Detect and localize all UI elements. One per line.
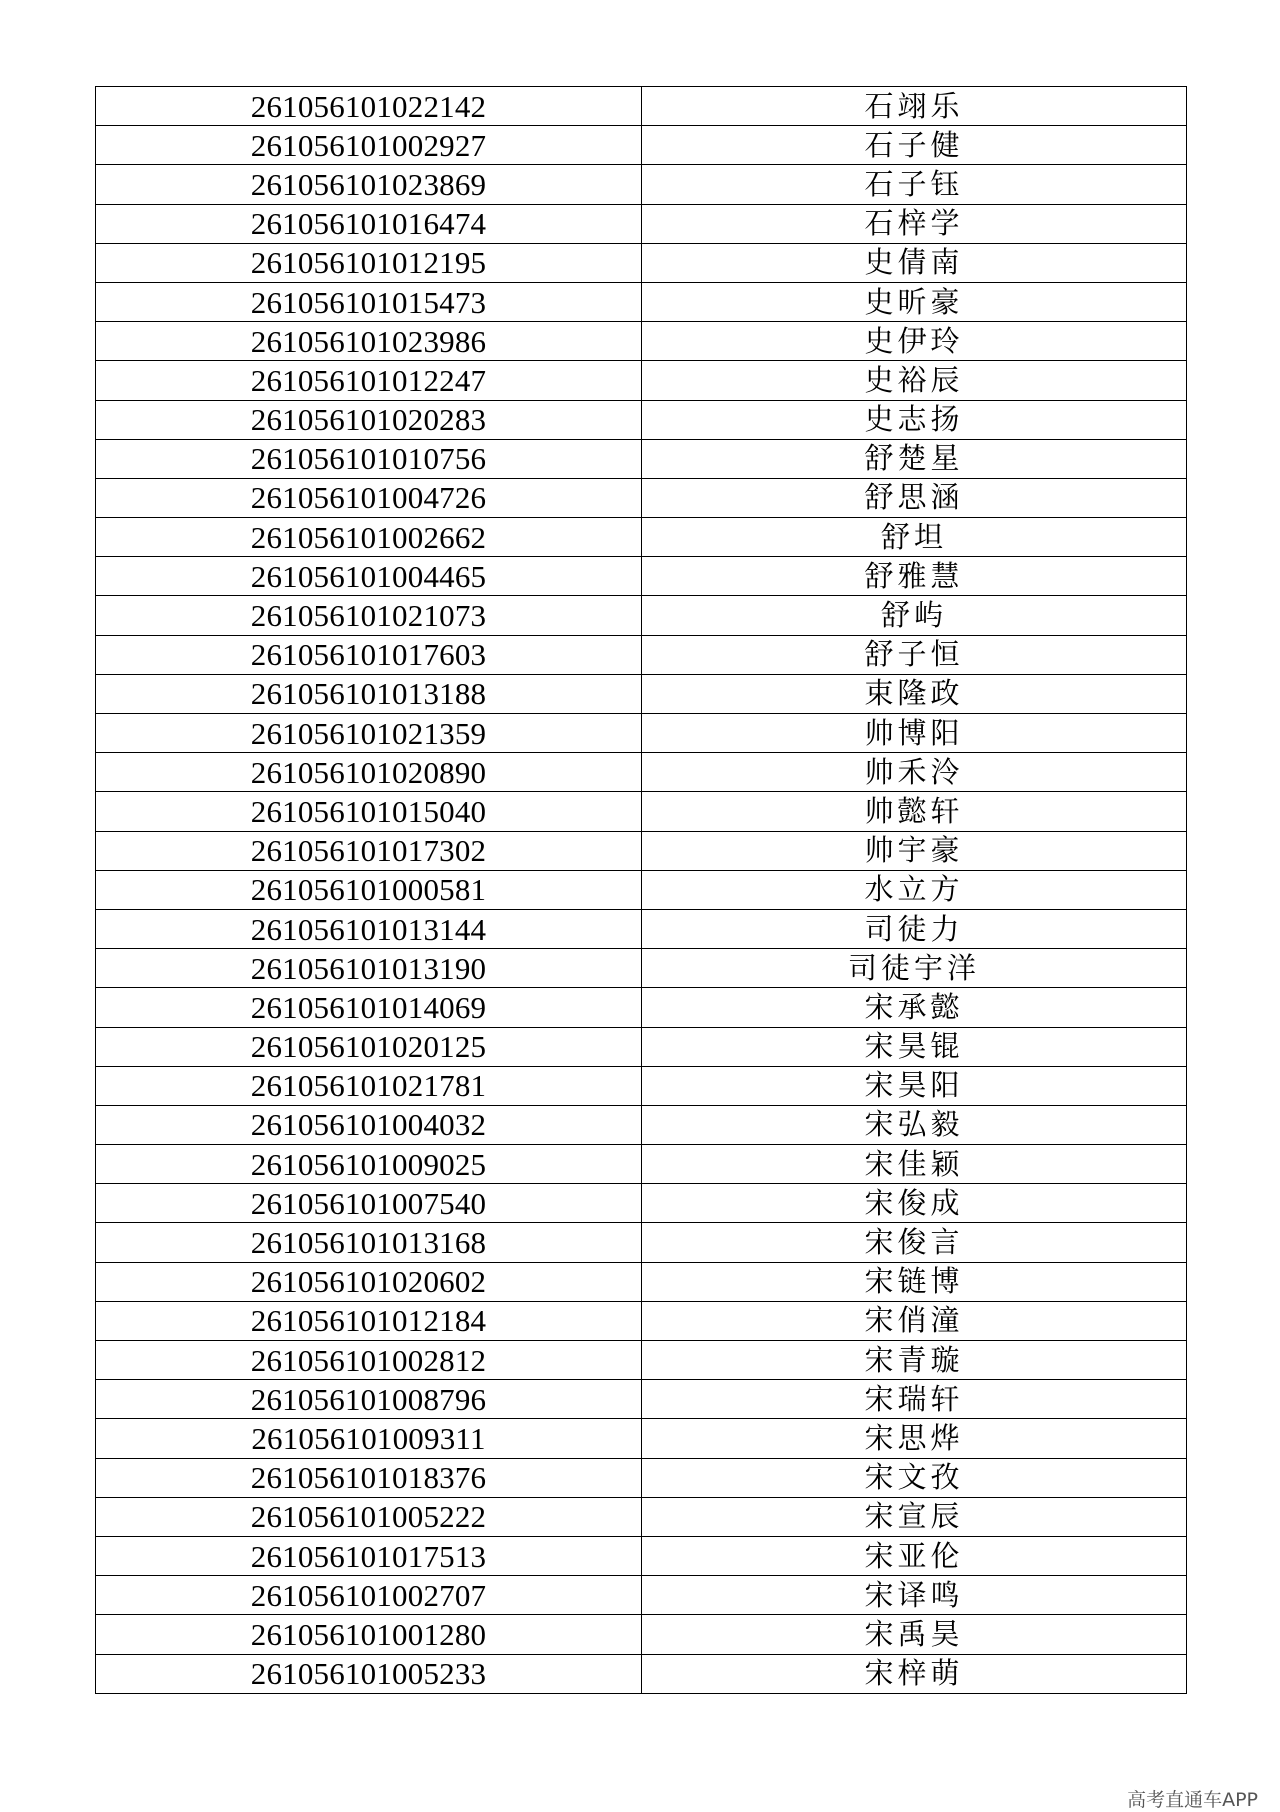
candidate-id-cell: 261056101014069 [96, 988, 642, 1027]
candidate-name-cell: 石梓学 [642, 204, 1187, 243]
candidate-name-cell: 宋瑞轩 [642, 1380, 1187, 1419]
candidate-id-cell: 261056101012184 [96, 1301, 642, 1340]
candidate-id-cell: 261056101017302 [96, 831, 642, 870]
candidate-name-cell: 宋昊阳 [642, 1066, 1187, 1105]
table-row [96, 596, 1187, 635]
table-row [96, 1184, 1187, 1223]
candidate-id-cell: 261056101002707 [96, 1576, 642, 1615]
roster-table-body [96, 87, 1187, 1694]
candidate-id-cell: 261056101013168 [96, 1223, 642, 1262]
candidate-name-cell: 帅宇豪 [642, 831, 1187, 870]
candidate-name-cell: 石翊乐 [642, 87, 1187, 126]
candidate-id-cell: 261056101013188 [96, 674, 642, 713]
candidate-name-cell: 石子钰 [642, 165, 1187, 204]
candidate-id-cell: 261056101022142 [96, 87, 642, 126]
candidate-id-cell: 261056101004465 [96, 557, 642, 596]
table-row [96, 1497, 1187, 1536]
candidate-id-cell: 261056101002812 [96, 1341, 642, 1380]
candidate-name-cell: 宋佳颖 [642, 1145, 1187, 1184]
candidate-id-cell: 261056101021359 [96, 714, 642, 753]
table-row [96, 1145, 1187, 1184]
candidate-name-cell: 史裕辰 [642, 361, 1187, 400]
candidate-name-cell: 宋文孜 [642, 1458, 1187, 1497]
candidate-name-cell: 宋禹昊 [642, 1615, 1187, 1654]
candidate-id-cell: 261056101012195 [96, 243, 642, 282]
candidate-name-cell: 石子健 [642, 126, 1187, 165]
candidate-name-cell: 宋亚伦 [642, 1536, 1187, 1575]
candidate-name-cell: 舒子恒 [642, 635, 1187, 674]
candidate-id-cell: 261056101009025 [96, 1145, 642, 1184]
table-row [96, 792, 1187, 831]
table-row [96, 714, 1187, 753]
candidate-id-cell: 261056101009311 [96, 1419, 642, 1458]
table-row [96, 478, 1187, 517]
candidate-id-cell: 261056101020602 [96, 1262, 642, 1301]
candidate-name-cell: 宋弘毅 [642, 1105, 1187, 1144]
candidate-name-cell: 舒思涵 [642, 478, 1187, 517]
candidate-id-cell: 261056101007540 [96, 1184, 642, 1223]
table-row [96, 1301, 1187, 1340]
table-row [96, 243, 1187, 282]
table-row [96, 1419, 1187, 1458]
candidate-name-cell: 史倩南 [642, 243, 1187, 282]
table-row [96, 439, 1187, 478]
candidate-id-cell: 261056101010756 [96, 439, 642, 478]
table-row [96, 1105, 1187, 1144]
table-row [96, 753, 1187, 792]
candidate-id-cell: 261056101016474 [96, 204, 642, 243]
candidate-id-cell: 261056101004726 [96, 478, 642, 517]
candidate-name-cell: 舒楚星 [642, 439, 1187, 478]
candidate-id-cell: 261056101002927 [96, 126, 642, 165]
candidate-id-cell: 261056101020125 [96, 1027, 642, 1066]
table-row [96, 1027, 1187, 1066]
table-row [96, 557, 1187, 596]
table-row [96, 1654, 1187, 1693]
candidate-name-cell: 史伊玲 [642, 322, 1187, 361]
table-row [96, 1262, 1187, 1301]
candidate-id-cell: 261056101012247 [96, 361, 642, 400]
table-row [96, 1458, 1187, 1497]
table-row [96, 1341, 1187, 1380]
candidate-name-cell: 宋链博 [642, 1262, 1187, 1301]
table-row [96, 1223, 1187, 1262]
watermark-text: 高考直通车APP [1127, 1789, 1258, 1811]
candidate-id-cell: 261056101020283 [96, 400, 642, 439]
candidate-name-cell: 帅懿轩 [642, 792, 1187, 831]
table-row [96, 909, 1187, 948]
candidate-id-cell: 261056101005233 [96, 1654, 642, 1693]
table-row [96, 949, 1187, 988]
candidate-name-cell: 束隆政 [642, 674, 1187, 713]
table-row [96, 1066, 1187, 1105]
candidate-name-cell: 宋青璇 [642, 1341, 1187, 1380]
candidate-id-cell: 261056101015473 [96, 282, 642, 321]
candidate-id-cell: 261056101013190 [96, 949, 642, 988]
candidate-name-cell: 宋梓萌 [642, 1654, 1187, 1693]
candidate-name-cell: 宋思烨 [642, 1419, 1187, 1458]
table-row [96, 831, 1187, 870]
table-row [96, 1380, 1187, 1419]
candidate-name-cell: 宋俊言 [642, 1223, 1187, 1262]
candidate-name-cell: 史志扬 [642, 400, 1187, 439]
candidate-name-cell: 舒雅慧 [642, 557, 1187, 596]
candidate-id-cell: 261056101013144 [96, 909, 642, 948]
candidate-id-cell: 261056101020890 [96, 753, 642, 792]
candidate-id-cell: 261056101001280 [96, 1615, 642, 1654]
table-row [96, 674, 1187, 713]
table-row [96, 518, 1187, 557]
candidate-id-cell: 261056101018376 [96, 1458, 642, 1497]
candidate-name-cell: 司徒力 [642, 909, 1187, 948]
candidate-name-cell: 宋承懿 [642, 988, 1187, 1027]
candidate-id-cell: 261056101017603 [96, 635, 642, 674]
candidate-name-cell: 宋昊锟 [642, 1027, 1187, 1066]
table-row [96, 870, 1187, 909]
roster-table [95, 86, 1187, 1694]
candidate-name-cell: 宋俏潼 [642, 1301, 1187, 1340]
candidate-id-cell: 261056101002662 [96, 518, 642, 557]
candidate-name-cell: 宋宣辰 [642, 1497, 1187, 1536]
table-row [96, 1536, 1187, 1575]
candidate-name-cell: 水立方 [642, 870, 1187, 909]
candidate-id-cell: 261056101017513 [96, 1536, 642, 1575]
candidate-name-cell: 宋译鸣 [642, 1576, 1187, 1615]
candidate-name-cell: 史昕豪 [642, 282, 1187, 321]
candidate-name-cell: 宋俊成 [642, 1184, 1187, 1223]
table-row [96, 322, 1187, 361]
table-row [96, 988, 1187, 1027]
table-row [96, 126, 1187, 165]
table-row [96, 204, 1187, 243]
candidate-name-cell: 舒坦 [642, 518, 1187, 557]
table-row [96, 635, 1187, 674]
candidate-id-cell: 261056101004032 [96, 1105, 642, 1144]
table-row [96, 361, 1187, 400]
table-row [96, 165, 1187, 204]
candidate-id-cell: 261056101023869 [96, 165, 642, 204]
candidate-id-cell: 261056101015040 [96, 792, 642, 831]
candidate-id-cell: 261056101021781 [96, 1066, 642, 1105]
candidate-id-cell: 261056101000581 [96, 870, 642, 909]
table-row [96, 1576, 1187, 1615]
table-row [96, 1615, 1187, 1654]
candidate-id-cell: 261056101023986 [96, 322, 642, 361]
candidate-id-cell: 261056101021073 [96, 596, 642, 635]
roster-sheet [95, 86, 1187, 1694]
candidate-id-cell: 261056101008796 [96, 1380, 642, 1419]
candidate-name-cell: 司徒宇洋 [642, 949, 1187, 988]
candidate-name-cell: 帅博阳 [642, 714, 1187, 753]
table-row [96, 282, 1187, 321]
candidate-name-cell: 帅禾泠 [642, 753, 1187, 792]
table-row [96, 87, 1187, 126]
table-row [96, 400, 1187, 439]
candidate-id-cell: 261056101005222 [96, 1497, 642, 1536]
candidate-name-cell: 舒屿 [642, 596, 1187, 635]
